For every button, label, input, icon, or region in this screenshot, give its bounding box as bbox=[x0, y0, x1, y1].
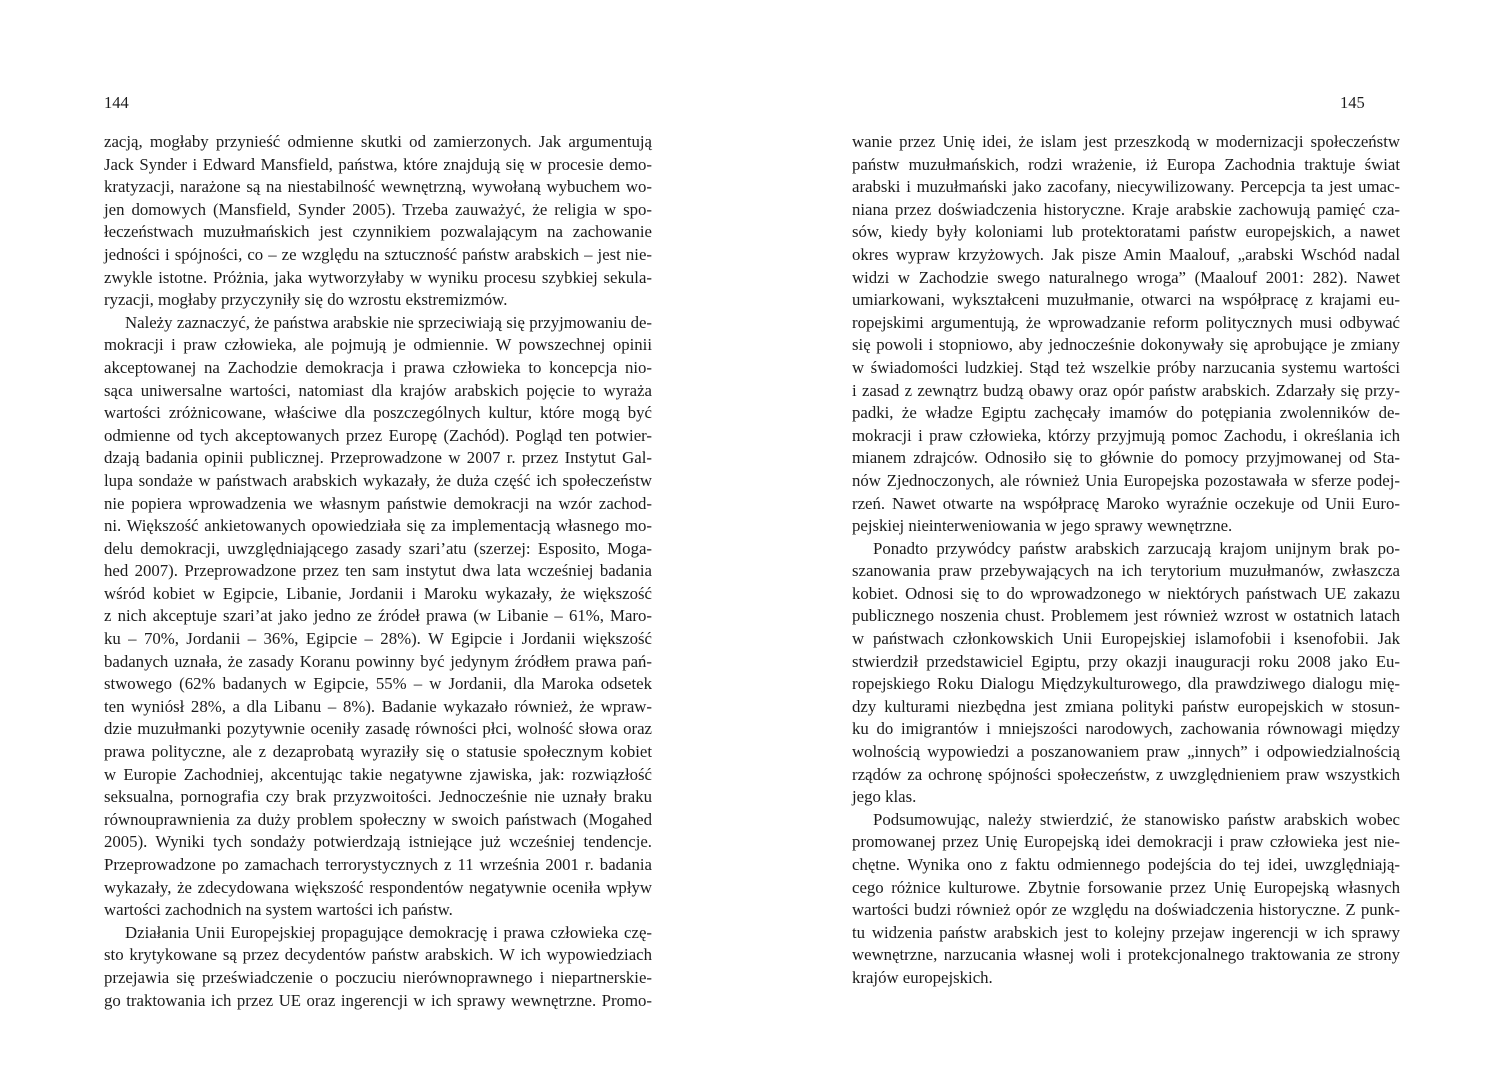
text-line: w świadomości ludzkiej. Stąd też wszelkie próby narzucania systemu wartości bbox=[852, 357, 1400, 377]
text-line: arabski i muzułmański jako zacofany, niecywilizowany. Percepcja ta jest umac- bbox=[852, 177, 1400, 197]
text-line: się powoli i stopniowo, aby jednocześnie dokonywały się aprobujące je zmiany bbox=[852, 335, 1400, 355]
text-line: publicznego noszenia chust. Problemem jest również wzrost w ostatnich latach bbox=[852, 606, 1400, 626]
text-line: umiarkowani, wykształceni muzułmanie, otwarci na współpracę z krajami eu- bbox=[852, 290, 1400, 310]
text-line: z nich akceptuje szari’at jako jedno ze źródeł prawa (w Libanie – 61%, Maro- bbox=[104, 606, 652, 626]
text-line: krajów europejskich. bbox=[852, 967, 993, 987]
text-line: chętne. Wynika ono z faktu odmiennego podejścia do tej idei, uwzględniają- bbox=[852, 855, 1400, 874]
text-line: pejskiej nieinterweniowania w jego sprawy wewnętrzne. bbox=[852, 516, 1233, 536]
text-line: wykazały, że zdecydowana większość respondentów negatywnie oceniła wpływ bbox=[104, 877, 652, 897]
text-line: akceptowanej na Zachodzie demokracja i prawa człowieka to koncepcja nio- bbox=[104, 357, 652, 377]
text-line: wartości budzi również opór ze względu na doświadczenia historyczne. Z punk- bbox=[852, 900, 1400, 920]
text-line: mokracji i praw człowieka, którzy przyjmują pomoc Zachodu, i określania ich bbox=[852, 425, 1400, 445]
text-line: tu widzenia państw arabskich jest to kolejny przejaw ingerencji w ich sprawy bbox=[852, 922, 1400, 942]
text-line: państw muzułmańskich, rodzi wrażenie, iż Europa Zachodnia traktuje świat bbox=[852, 154, 1400, 174]
text-line: Jack Synder i Edward Mansfield, państwa, które znajdują się w procesie demo- bbox=[104, 154, 652, 174]
text-line: wśród kobiet w Egipcie, Libanie, Jordanii i Maroku wykazały, że większość bbox=[104, 583, 652, 603]
text-line: i zasad z zewnątrz budzą obawy oraz opór państw arabskich. Zdarzały się przy- bbox=[852, 380, 1400, 400]
text-line: dzy kulturami niezbędna jest zmiana polityki państw europejskich w stosun- bbox=[852, 696, 1400, 716]
text-line: ku – 70%, Jordanii – 36%, Egipcie – 28%). W Egipcie i Jordanii większość bbox=[104, 629, 652, 649]
text-line: łeczeństwach muzułmańskich jest czynnikiem pozwalającym na zachowanie bbox=[104, 222, 652, 242]
text-line: nie popiera wprowadzenia we własnym państwie demokracji na wzór zachod- bbox=[104, 493, 652, 513]
text-line: jego klas. bbox=[852, 787, 917, 807]
text-line: Działania Unii Europejskiej propagujące demokrację i prawa człowieka czę- bbox=[125, 922, 652, 942]
right-page-text bbox=[852, 131, 1400, 990]
text-line: sąca uniwersalne wartości, natomiast dla krajów arabskich pojęcie to wyraża bbox=[104, 380, 652, 400]
text-line: równouprawnienia za duży problem społeczny w swoich państwach (Mogahed bbox=[104, 809, 652, 829]
text-line: okres wypraw krzyżowych. Jak pisze Amin Maalouf, „arabski Wschód nadal bbox=[852, 244, 1400, 264]
text-line: dzie muzułmanki pozytywnie oceniły zasadę równości płci, wolność słowa oraz bbox=[104, 719, 652, 739]
left-page-number: 144 bbox=[104, 93, 129, 112]
text-line: 2005). Wyniki tych sondaży potwierdzają istniejące już wcześniej tendencje. bbox=[104, 832, 652, 852]
text-line: jedności i spójności, co – ze względu na sztuczność państw arabskich – jest nie- bbox=[104, 244, 652, 264]
text-line: promowanej przez Unię Europejską idei demokracji i praw człowieka jest nie- bbox=[852, 832, 1400, 852]
text-line: go traktowania ich przez UE oraz ingerencji w ich sprawy wewnętrzne. Promo- bbox=[104, 990, 652, 1010]
text-line: kratyzacji, narażone są na niestabilność wewnętrzną, wywołaną wybuchem wo- bbox=[104, 177, 652, 197]
text-line: mianem zdrajców. Odnosiło się to głównie do pomocy przyjmowanej od Sta- bbox=[852, 448, 1400, 468]
text-line: cego różnice kulturowe. Zbytnie forsowanie przez Unię Europejską własnych bbox=[852, 877, 1400, 897]
text-line: ropejskiego Roku Dialogu Międzykulturowego, dla prawdziwego dialogu mię- bbox=[852, 674, 1400, 694]
text-line: ten wyniósł 28%, a dla Libanu – 8%). Badanie wykazało również, że wpraw- bbox=[104, 696, 652, 716]
text-line: padki, że władze Egiptu zachęcały imamów do potępiania zwolenników de- bbox=[852, 403, 1400, 423]
text-line: seksualna, pornografia czy brak przyzwoitości. Jednocześnie nie uznały braku bbox=[104, 787, 652, 807]
text-line: Przeprowadzone po zamachach terrorystycznych z 11 września 2001 r. badania bbox=[104, 855, 652, 874]
text-line: rządów za ochronę spójności społeczeństw, z uwzględnieniem praw wszystkich bbox=[852, 764, 1400, 784]
left-page-text bbox=[104, 131, 652, 1012]
text-line: mokracji i praw człowieka, ale pojmują je odmiennie. W powszechnej opinii bbox=[104, 335, 652, 355]
text-line: widzi w Zachodzie swego naturalnego wroga” (Maalouf 2001: 282). Nawet bbox=[852, 267, 1400, 287]
text-line: wartości zróżnicowane, właściwe dla poszczególnych kultur, które mogą być bbox=[104, 403, 652, 423]
text-line: ropejskimi argumentują, że wprowadzanie reform politycznych musi odbywać bbox=[852, 312, 1400, 332]
text-line: zwykle istotne. Próżnia, jaka wytworzyłaby w wyniku procesu szybkiej sekula- bbox=[104, 267, 652, 287]
text-line: zacją, mogłaby przynieść odmienne skutki od zamierzonych. Jak argumentują bbox=[104, 132, 652, 151]
text-line: nów Zjednoczonych, ale również Unia Europejska pozostawała w sferze podej- bbox=[852, 470, 1400, 490]
text-line: wewnętrzne, narzucania własnej woli i protekcjonalnego traktowania ze strony bbox=[852, 945, 1400, 965]
text-line: dzają badania opinii publicznej. Przeprowadzone w 2007 r. przez Instytut Gal- bbox=[104, 448, 652, 468]
right-page-number: 145 bbox=[1340, 93, 1365, 112]
text-line: wartości zachodnich na system wartości ich państw. bbox=[104, 900, 453, 920]
text-line: badanych uznała, że zasady Koranu powinny być jedynym źródłem prawa pań- bbox=[104, 651, 652, 671]
text-line: odmienne od tych akceptowanych przez Europę (Zachód). Pogląd ten potwier- bbox=[104, 425, 652, 445]
text-line: w Europie Zachodniej, akcentując takie negatywne zjawiska, jak: rozwiązłość bbox=[104, 764, 652, 784]
text-line: Ponadto przywódcy państw arabskich zarzucają krajom unijnym brak po- bbox=[873, 538, 1400, 558]
text-line: rzeń. Nawet otwarte na współpracę Maroko wyraźnie oczekuje od Unii Euro- bbox=[852, 493, 1400, 513]
text-line: sto krytykowane są przez decydentów państw arabskich. W ich wypowiedziach bbox=[104, 945, 652, 965]
text-line: ku do imigrantów i mniejszości narodowych, zachowania równowagi między bbox=[852, 719, 1400, 739]
text-line: ryzacji, mogłaby przyczyniły się do wzrostu ekstremizmów. bbox=[104, 290, 508, 310]
text-line: lupa sondaże w państwach arabskich wykazały, że duża część ich społeczeństw bbox=[104, 470, 652, 490]
text-line: Należy zaznaczyć, że państwa arabskie nie sprzeciwiają się przyjmowaniu de- bbox=[125, 312, 652, 332]
text-line: sów, kiedy były koloniami lub protektoratami państw europejskich, a nawet bbox=[852, 222, 1400, 242]
text-line: prawa polityczne, ale z dezaprobatą wyraziły się o statusie społecznym kobiet bbox=[104, 742, 652, 762]
text-line: hed 2007). Przeprowadzone przez ten sam instytut dwa lata wcześniej badania bbox=[104, 561, 652, 581]
text-line: delu demokracji, uwzględniającego zasady szari’atu (szerzej: Esposito, Moga- bbox=[104, 538, 652, 558]
text-line: szanowania praw przebywających na ich terytorium muzułmanów, zwłaszcza bbox=[852, 561, 1400, 581]
text-line: przejawia się przeświadczenie o poczuciu nierównoprawnego i niepartnerskie- bbox=[104, 967, 652, 987]
text-line: wanie przez Unię idei, że islam jest przeszkodą w modernizacji społeczeństw bbox=[852, 132, 1400, 151]
text-line: stwowego (62% badanych w Egipcie, 55% – w Jordanii, dla Maroka odsetek bbox=[104, 674, 652, 694]
text-line: kobiet. Odnosi się to do wprowadzonego w niektórych państwach UE zakazu bbox=[852, 583, 1400, 603]
text-line: jen domowych (Mansfield, Synder 2005). Trzeba zauważyć, że religia w spo- bbox=[104, 199, 652, 219]
text-line: stwierdził przedstawiciel Egiptu, przy okazji inauguracji roku 2008 jako Eu- bbox=[852, 651, 1400, 671]
text-line: ni. Większość ankietowanych opowiedziała się za implementacją własnego mo- bbox=[104, 516, 652, 536]
text-line: wolnością wypowiedzi a poszanowaniem praw „innych” i odpowiedzialnością bbox=[852, 742, 1400, 762]
text-line: w państwach członkowskich Unii Europejskiej islamofobii i ksenofobii. Jak bbox=[852, 629, 1400, 649]
text-line: Podsumowując, należy stwierdzić, że stanowisko państw arabskich wobec bbox=[873, 809, 1400, 829]
text-line: niana przez doświadczenia historyczne. Kraje arabskie zachowują pamięć cza- bbox=[852, 199, 1400, 219]
